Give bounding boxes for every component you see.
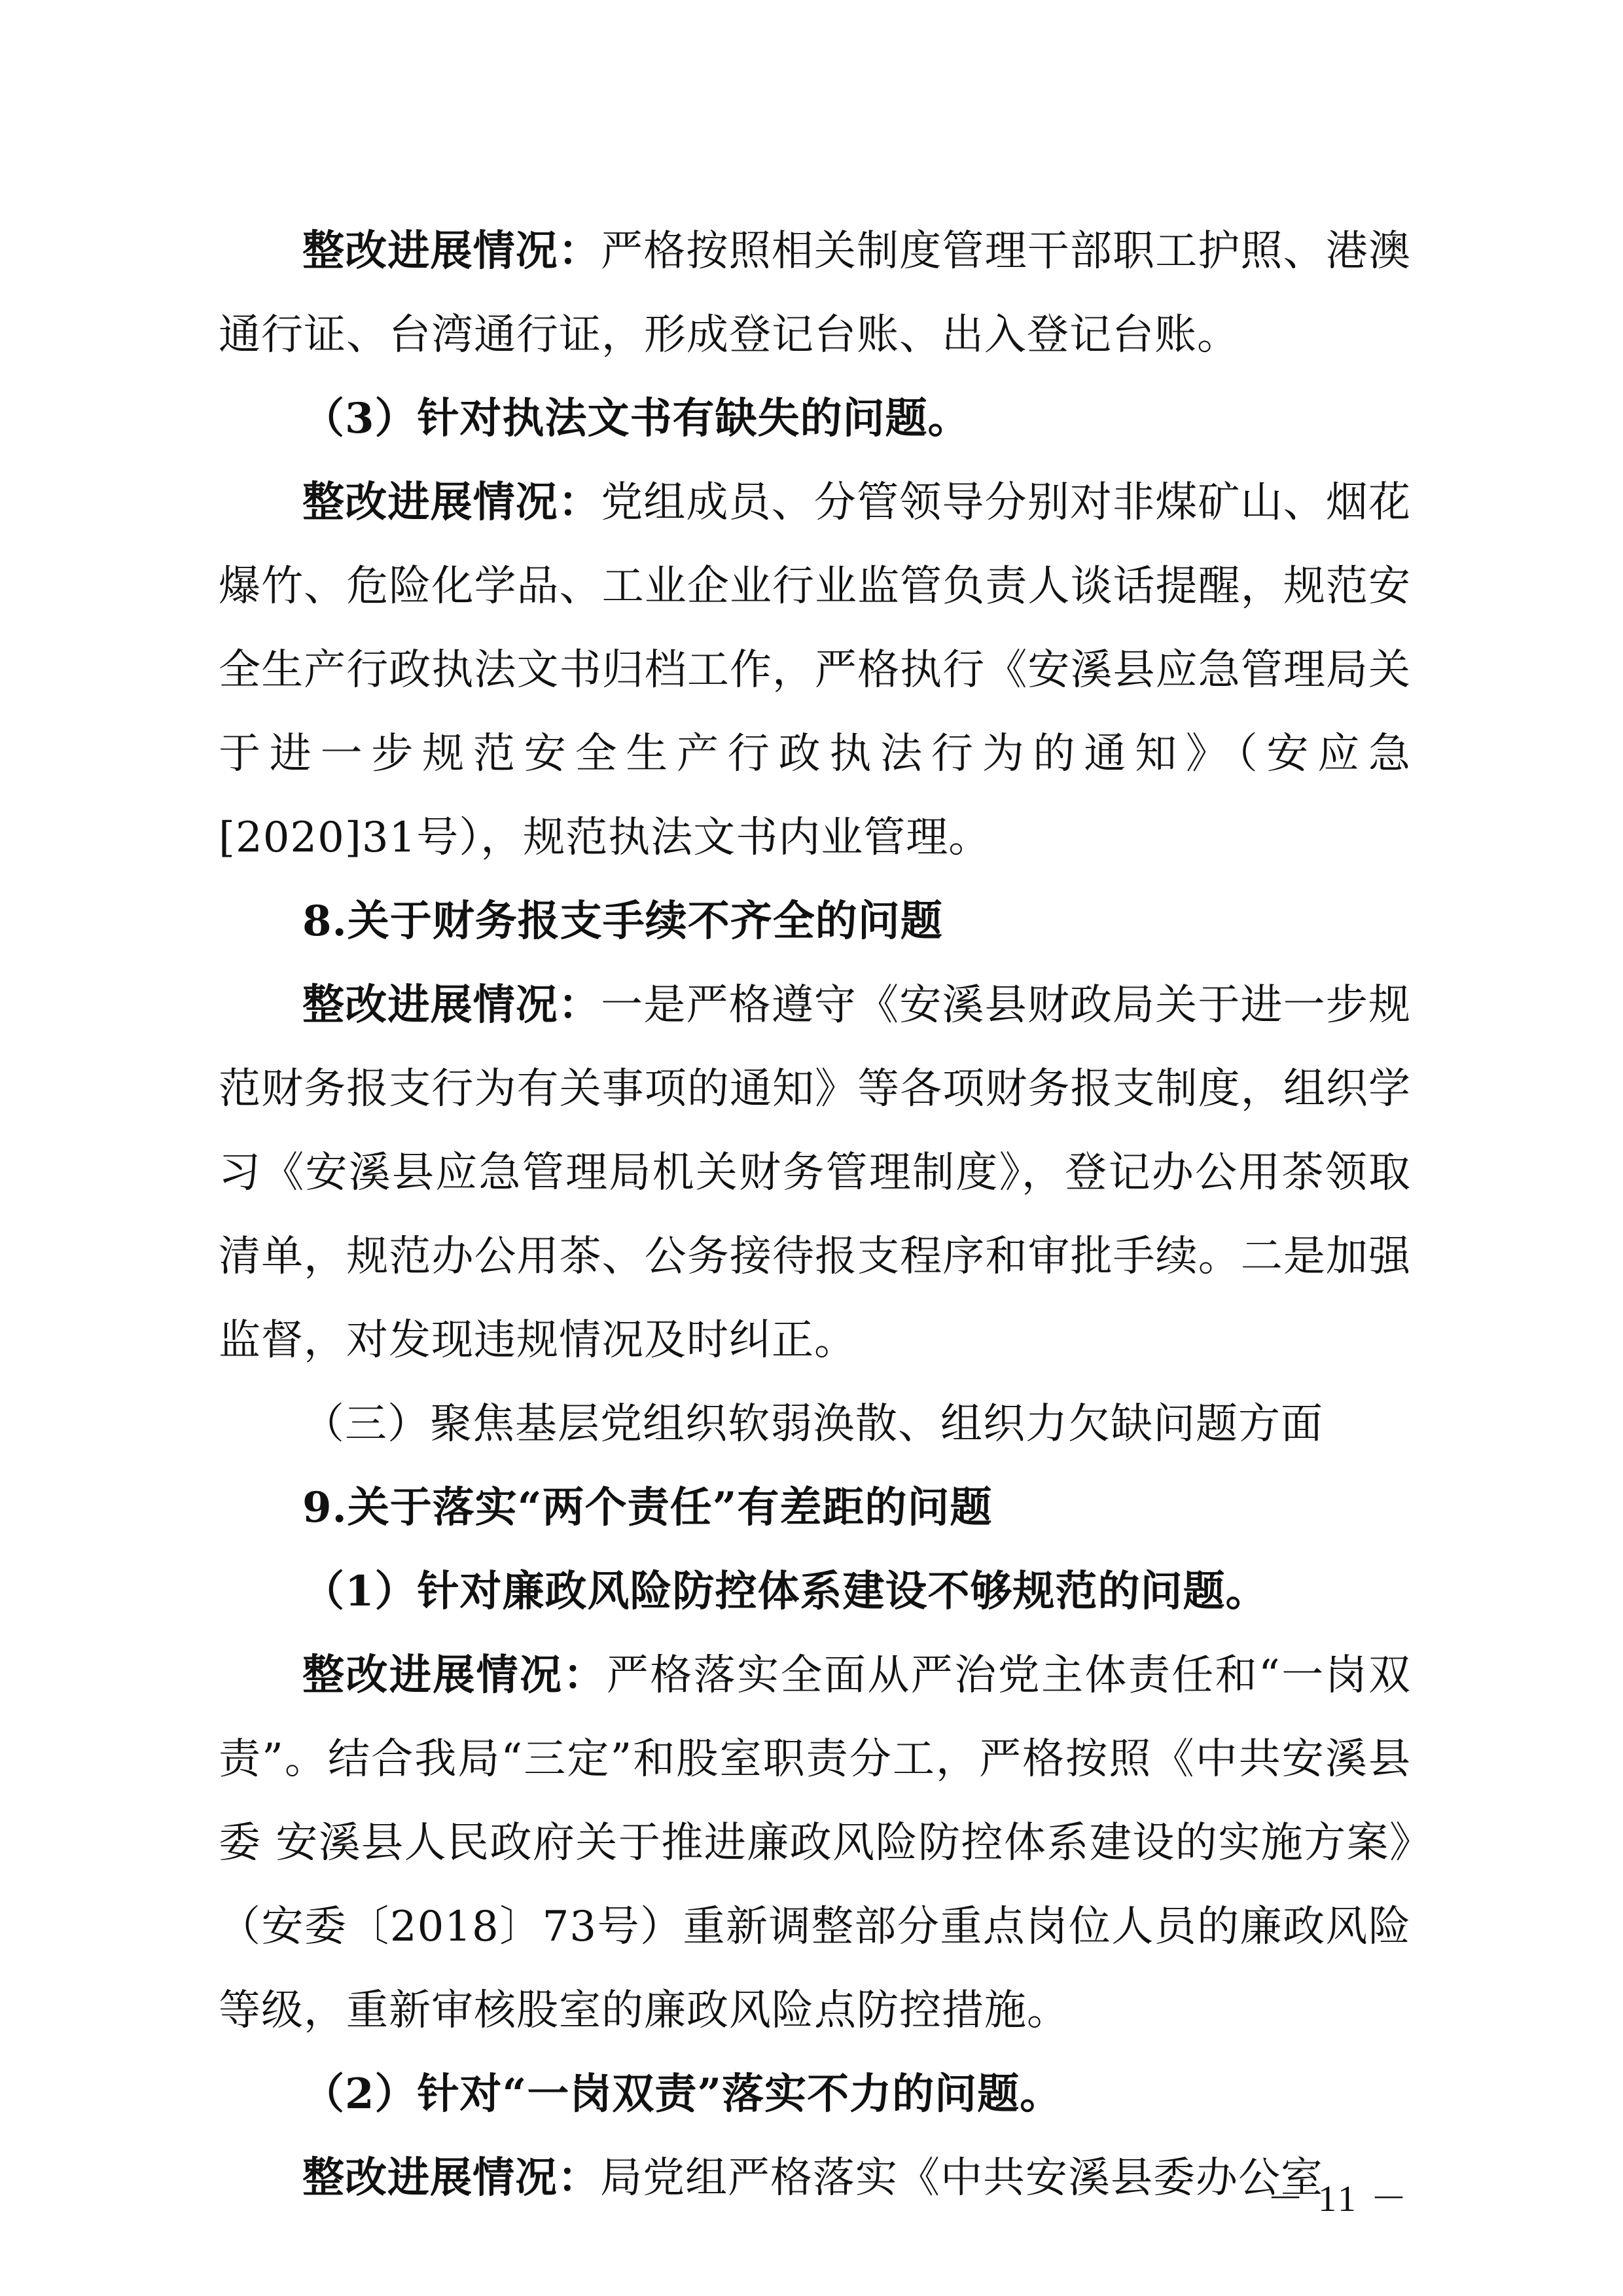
section-heading-3: （三）聚焦基层党组织软弱涣散、组织力欠缺问题方面 bbox=[302, 1400, 1323, 1448]
subheading-9-2-one-post-two-duties: （2）针对“一岗双责”落实不力的问题。 bbox=[302, 2070, 1063, 2119]
progress-text: 局党组严格落实《中共安溪县委办公室 bbox=[600, 2154, 1323, 2202]
paragraph-progress-4 bbox=[219, 1634, 1411, 2053]
page-number: － 11 － bbox=[1267, 2179, 1410, 2219]
paragraph-progress-2 bbox=[219, 461, 1411, 880]
paragraph-progress-3 bbox=[219, 963, 1411, 1382]
subheading-3-enforcement-documents: （3）针对执法文书有缺失的问题。 bbox=[302, 394, 971, 443]
progress-text: 一是严格遵守《安溪县财政局关于进一步规范财务报支行为有关事项的通知》等各项财务报支制度，组织学习《安溪县应急管理局机关财务管理制度》，登记办公用茶领取清单，规范办公用茶、公务接待报支程序和审批手续。二是加强监督，对发现违规情况及时纠正。 bbox=[219, 981, 1412, 1365]
progress-label: 整改进展情况： bbox=[302, 1651, 607, 1700]
progress-label: 整改进展情况： bbox=[302, 2153, 600, 2202]
progress-label: 整改进展情况： bbox=[302, 980, 601, 1030]
document-body bbox=[219, 209, 1411, 2220]
paragraph-progress-1 bbox=[219, 209, 1411, 377]
progress-text: 严格落实全面从严治党主体责任和“一岗双责”。结合我局“三定”和股室职责分工，严格按照《中共安溪县委 安溪县人民政府关于推进廉政风险防控体系建设的实施方案》（安委〔2018〕73号）重新调整部分重点岗位人员的廉政风险等级，重新审核股室的廉政风险点防控措施。 bbox=[219, 1651, 1412, 2035]
paragraph-progress-5 bbox=[219, 2136, 1411, 2220]
progress-label: 整改进展情况： bbox=[302, 226, 601, 276]
heading-9-two-responsibilities: 9.关于落实“两个责任”有差距的问题 bbox=[302, 1483, 993, 1532]
heading-8-financial-reimbursement: 8.关于财务报支手续不齐全的问题 bbox=[302, 897, 943, 946]
subheading-9-1-risk-control: （1）针对廉政风险防控体系建设不够规范的问题。 bbox=[302, 1567, 1268, 1616]
progress-label: 整改进展情况： bbox=[302, 478, 601, 527]
progress-text: 党组成员、分管领导分别对非煤矿山、烟花爆竹、危险化学品、工业企业行业监管负责人谈话提醒，规范安全生产行政执法文书归档工作，严格执行《安溪县应急管理局关于进一步规范安全生产行政执法行为的通知》（安应急[2020]31号），规范执法文书内业管理。 bbox=[219, 478, 1412, 862]
progress-text: 严格按照相关制度管理干部职工护照、港澳通行证、台湾通行证，形成登记台账、出入登记台账。 bbox=[219, 227, 1412, 359]
